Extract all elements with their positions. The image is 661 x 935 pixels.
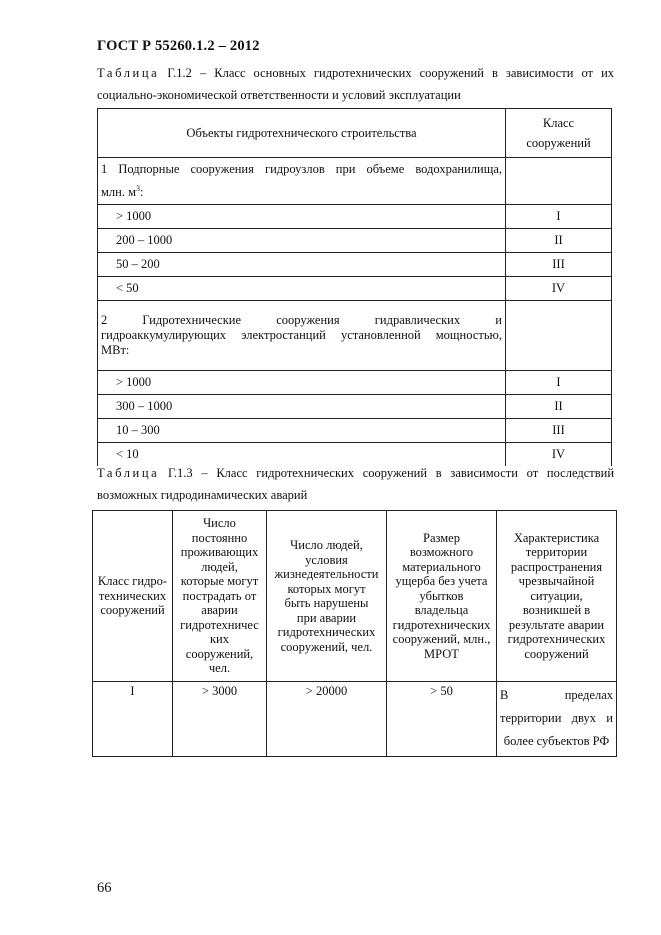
col-header-living-conditions [267, 511, 387, 682]
table2-caption-text-2: возможных гидродинамических аварий [97, 488, 308, 502]
table-row: 50 – 200 III [98, 253, 612, 277]
table-row: 10 – 300 III [98, 419, 612, 443]
header-line: территории [525, 545, 588, 560]
table1-caption-label: Таблица [97, 66, 160, 80]
table-row: > 1000 I [98, 205, 612, 229]
header-line: Размер [423, 530, 460, 545]
header-line: гидротехнических [507, 632, 606, 647]
cell-damage: > 50 [387, 682, 497, 757]
header-line: Класс гидро- [97, 574, 168, 589]
header-line: проживающих [180, 545, 259, 560]
col-header-residents [173, 511, 267, 682]
header-line: материального [402, 559, 481, 574]
table1-caption-text-1: Г.1.2 – Класс основных гидротехнических сооружений в зависимости от их [167, 66, 615, 80]
table2-caption [97, 462, 614, 506]
header-line: сооружений, [185, 646, 254, 661]
cell-territory: В пределах территории двух и более субъектов РФ [497, 682, 617, 757]
group1-title: 1 Подпорные сооружения гидроузлов при объеме водохранилища, млн. $м^3$: [98, 158, 506, 205]
header-line: возможного [409, 545, 474, 560]
table1-caption-text-2: социально-экономической ответственности и условий эксплуатации [97, 88, 461, 102]
header-line: условия [305, 552, 348, 567]
col-header-damage [387, 511, 497, 682]
group2-title: 2 Гидротехнические сооружения гидравлических и гидроаккумулирующих электростанций установленной мощностью, МВт: [98, 301, 506, 371]
table-row: > 1000 I [98, 371, 612, 395]
group1-class-empty [506, 158, 612, 205]
table-row: 200 – 1000 II [98, 229, 612, 253]
table-hydro-class-by-capacity [97, 108, 612, 466]
col-header-objects: Объекты гидротехнического строительства [98, 109, 506, 158]
header-line: пострадать от [182, 588, 257, 603]
header-line: чел. [208, 661, 231, 676]
header-line: которых могут [287, 581, 366, 596]
header-line: распространения [510, 559, 603, 574]
header-line: Число людей, [290, 538, 363, 552]
header-line: которые могут [180, 574, 259, 589]
header-line: быть нарушены [284, 596, 369, 610]
header-line: жизнедеятельности [274, 567, 379, 581]
header-line: постоянно [191, 530, 248, 545]
header-line: владельца [414, 603, 469, 618]
header-line: гидротехнических [277, 625, 376, 639]
page-number: 66 [97, 880, 112, 896]
col-header-class [93, 511, 173, 682]
header-line: сооружений, млн., [392, 632, 491, 647]
header-line: гидротехничес [180, 617, 259, 632]
header-line: сооружений [100, 603, 165, 618]
table2-caption-text-1: Г.1.3 – Класс гидротехнических сооружений в зависимости от последствий [168, 466, 615, 480]
header-line: чрезвычайной [518, 574, 595, 589]
header-line: ущерба без учета [395, 574, 488, 589]
header-line: гидротехнических [392, 617, 491, 632]
cell-class: I [93, 682, 173, 757]
header-line: Число [203, 516, 236, 531]
header-line: Характеристика [513, 530, 600, 545]
header-line: людей, [201, 559, 238, 574]
cell-living: > 20000 [267, 682, 387, 757]
header-line: при аварии [296, 610, 357, 625]
header-line: сооружений [524, 646, 589, 661]
col-header-territory [497, 511, 617, 682]
table-row: 300 – 1000 II [98, 395, 612, 419]
header-line: ситуации, [530, 588, 583, 603]
header-line: технических [98, 588, 167, 603]
group2-class-empty [506, 301, 612, 371]
header-line: возникшей в [522, 603, 591, 618]
table2-header-row [93, 511, 617, 682]
header-line: результате аварии [508, 617, 605, 632]
table-row [93, 682, 617, 757]
table2-caption-label: Таблица [97, 466, 160, 480]
cell-people: > 3000 [173, 682, 267, 757]
table1-caption [97, 62, 614, 106]
table-row: < 10 IV [98, 443, 612, 467]
header-line: МРОТ [424, 646, 459, 661]
document-header: ГОСТ Р 55260.1.2 – 2012 [97, 38, 260, 54]
table-row: < 50 IV [98, 277, 612, 301]
header-line: ких [209, 632, 229, 647]
header-line: убытков [419, 588, 464, 603]
header-line: сооружений, чел. [280, 639, 373, 654]
col-header-class: Класс сооружений [506, 109, 612, 158]
header-line: аварии [201, 603, 238, 618]
table-hydro-class-by-accident [92, 510, 617, 757]
